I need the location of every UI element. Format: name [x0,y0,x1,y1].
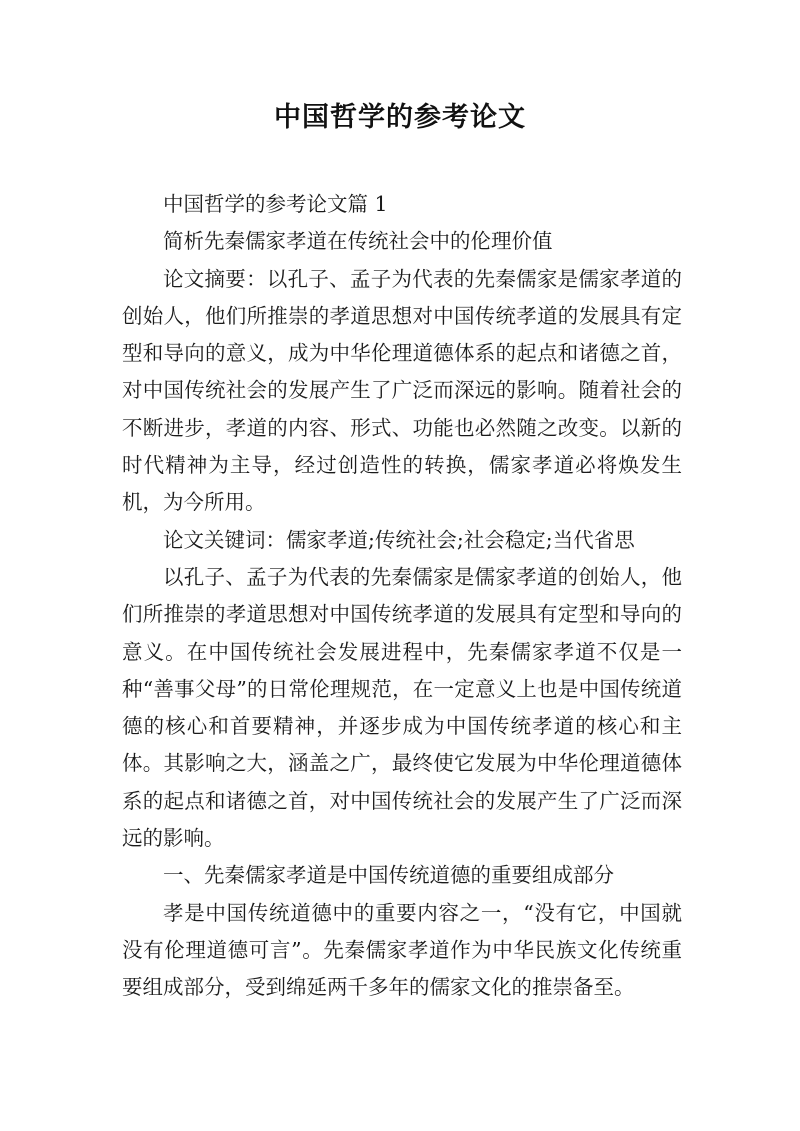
document-body [122,186,682,1007]
section-heading: 中国哲学的参考论文篇 1 [163,192,388,216]
body-paragraph: 孝是中国传统道德中的重要内容之一，“没有它，中国就没有伦理道德可言”。先秦儒家孝道作为中华民族文化传统重要组成部分，受到绵延两千多年的儒家文化的推崇备至。 [122,900,682,1000]
body-paragraph: 以孔子、孟子为代表的先秦儒家是儒家孝道的创始人，他们所推崇的孝道思想对中国传统孝道的发展具有定型和导向的意义。在中国传统社会发展进程中，先秦儒家孝道不仅是一种“善事父母”的日常伦理规范，在一定意义上也是中国传统道德的核心和首要精神，并逐步成为中国传统孝道的核心和主体。其影响之大，涵盖之广，最终使它发展为中华伦理道德体系的起点和诸德之首，对中国传统社会的发展产生了广泛而深远的影响。 [122,564,682,851]
article-title: 简析先秦儒家孝道在传统社会中的伦理价值 [163,229,553,254]
document-title: 中国哲学的参考论文 [274,102,526,133]
keywords-paragraph: 论文关键词：儒家孝道;传统社会;社会稳定;当代省思 [163,527,635,552]
subsection-heading: 一、先秦儒家孝道是中国传统道德的重要组成部分 [163,863,614,888]
abstract-paragraph: 论文摘要：以孔子、孟子为代表的先秦儒家是儒家孝道的创始人，他们所推崇的孝道思想对中国传统孝道的发展具有定型和导向的意义，成为中华伦理道德体系的起点和诸德之首，对中国传统社会的发展产生了广泛而深远的影响。随着社会的不断进步，孝道的内容、形式、功能也必然随之改变。以新的时代精神为主导，经过创造性的转换，儒家孝道必将焕发生机，为今所用。 [122,266,682,515]
